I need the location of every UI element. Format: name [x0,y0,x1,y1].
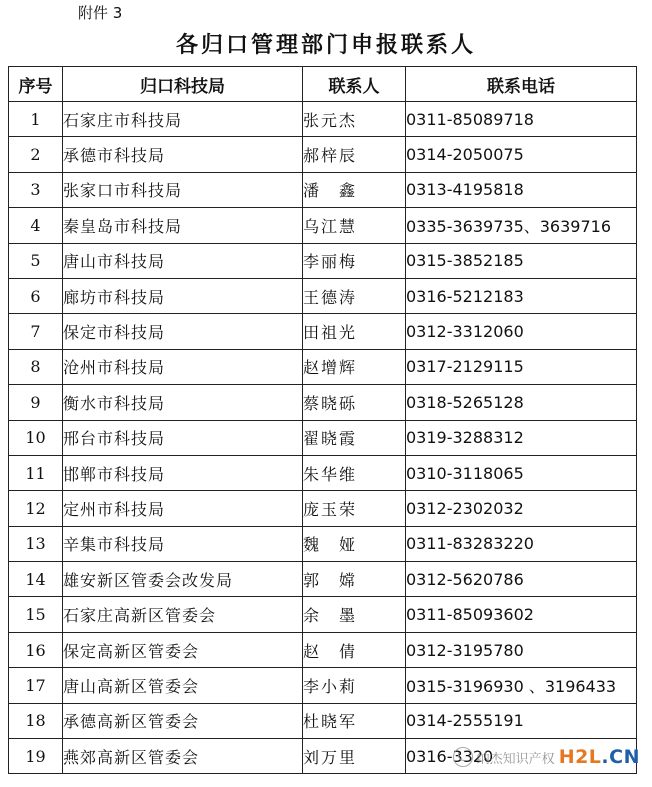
cell-person: 郝梓辰 [303,137,406,172]
page-title: 各归口管理部门申报联系人 [175,32,476,58]
cell-agency: 张家口市科技局 [63,172,303,207]
cell-no: 16 [9,632,63,667]
cell-person: 郭 嫦 [303,562,406,597]
table-row [9,668,637,703]
cell-agency: 廊坊市科技局 [63,278,303,313]
cell-agency: 石家庄市科技局 [63,102,303,137]
cell-agency: 燕郊高新区管委会 [63,739,303,774]
table-row [9,385,637,420]
cell-phone: 0318-5265128 [406,385,637,420]
watermark [453,745,640,769]
cell-agency: 沧州市科技局 [63,349,303,384]
cell-no: 19 [9,739,63,774]
cell-phone: 0311-83283220 [406,526,637,561]
cell-phone: 0316-5212183 [406,278,637,313]
table-row [9,208,637,243]
cell-person: 庞玉荣 [303,491,406,526]
cell-no: 17 [9,668,63,703]
cell-phone: 0311-85089718 [406,102,637,137]
cell-no: 14 [9,562,63,597]
table-row [9,597,637,632]
cell-phone: 0315-3196930 、3196433 [406,668,637,703]
cell-phone: 0317-2129115 [406,349,637,384]
cell-no: 13 [9,526,63,561]
cell-agency: 邢台市科技局 [63,420,303,455]
cell-agency: 定州市科技局 [63,491,303,526]
table-header-row [9,67,637,102]
cell-phone: 0311-85093602 [406,597,637,632]
cell-agency: 石家庄高新区管委会 [63,597,303,632]
cell-no: 2 [9,137,63,172]
watermark-text: 纳杰知识产权 [476,751,555,767]
cell-phone: 0335-3639735、3639716 [406,208,637,243]
table-row [9,703,637,738]
table-row [9,243,637,278]
cell-no: 15 [9,597,63,632]
cell-person: 余 墨 [303,597,406,632]
table-row [9,314,637,349]
cell-person: 刘万里 [303,739,406,774]
table-row [9,278,637,313]
table-row [9,137,637,172]
cell-person: 翟晓霞 [303,420,406,455]
table-row [9,102,637,137]
cell-phone: 0313-4195818 [406,172,637,207]
cell-no: 11 [9,455,63,490]
cell-agency: 秦皇岛市科技局 [63,208,303,243]
cell-person: 杜晓军 [303,703,406,738]
logo-dot: . [601,746,610,768]
header-agency: 归口科技局 [63,67,303,102]
table-row [9,172,637,207]
cell-no: 18 [9,703,63,738]
header-phone: 联系电话 [406,67,637,102]
cell-person: 潘 鑫 [303,172,406,207]
cell-no: 12 [9,491,63,526]
cell-phone: 0312-3312060 [406,314,637,349]
cell-phone: 0315-3852185 [406,243,637,278]
cell-no: 6 [9,278,63,313]
cell-no: 1 [9,102,63,137]
logo-h2l: H2L [558,746,602,768]
cell-no: 9 [9,385,63,420]
cell-person: 李小莉 [303,668,406,703]
wechat-icon [453,747,473,767]
cell-agency: 唐山高新区管委会 [63,668,303,703]
table-row [9,526,637,561]
table-row [9,491,637,526]
cell-agency: 唐山市科技局 [63,243,303,278]
table-row [9,562,637,597]
cell-no: 8 [9,349,63,384]
table-row [9,455,637,490]
cell-person: 乌江慧 [303,208,406,243]
cell-agency: 承德市科技局 [63,137,303,172]
cell-phone: 0312-5620786 [406,562,637,597]
cell-no: 7 [9,314,63,349]
header-person: 联系人 [303,67,406,102]
header-no: 序号 [9,67,63,102]
site-logo [559,746,640,768]
cell-agency: 辛集市科技局 [63,526,303,561]
cell-person: 田祖光 [303,314,406,349]
cell-agency: 保定高新区管委会 [63,632,303,667]
logo-cn: CN [609,746,640,768]
cell-no: 3 [9,172,63,207]
cell-person: 赵增辉 [303,349,406,384]
cell-no: 4 [9,208,63,243]
cell-person: 蔡晓砾 [303,385,406,420]
attachment-label: 附件 3 [78,4,123,22]
cell-phone: 0314-2555191 [406,703,637,738]
cell-agency: 衡水市科技局 [63,385,303,420]
cell-agency: 保定市科技局 [63,314,303,349]
table-row [9,632,637,667]
cell-no: 5 [9,243,63,278]
cell-phone: 0316-3320 [406,739,637,774]
cell-no: 10 [9,420,63,455]
cell-agency: 承德高新区管委会 [63,703,303,738]
cell-phone: 0319-3288312 [406,420,637,455]
cell-person: 魏 娅 [303,526,406,561]
cell-agency: 邯郸市科技局 [63,455,303,490]
cell-phone: 0314-2050075 [406,137,637,172]
cell-agency: 雄安新区管委会改发局 [63,562,303,597]
cell-phone: 0312-2302032 [406,491,637,526]
contacts-table [8,66,637,774]
cell-person: 张元杰 [303,102,406,137]
cell-phone: 0310-3118065 [406,455,637,490]
table-row [9,349,637,384]
cell-person: 李丽梅 [303,243,406,278]
table-row [9,420,637,455]
cell-phone: 0312-3195780 [406,632,637,667]
cell-person: 赵 倩 [303,632,406,667]
cell-person: 朱华维 [303,455,406,490]
table-body [9,102,637,774]
cell-person: 王德涛 [303,278,406,313]
